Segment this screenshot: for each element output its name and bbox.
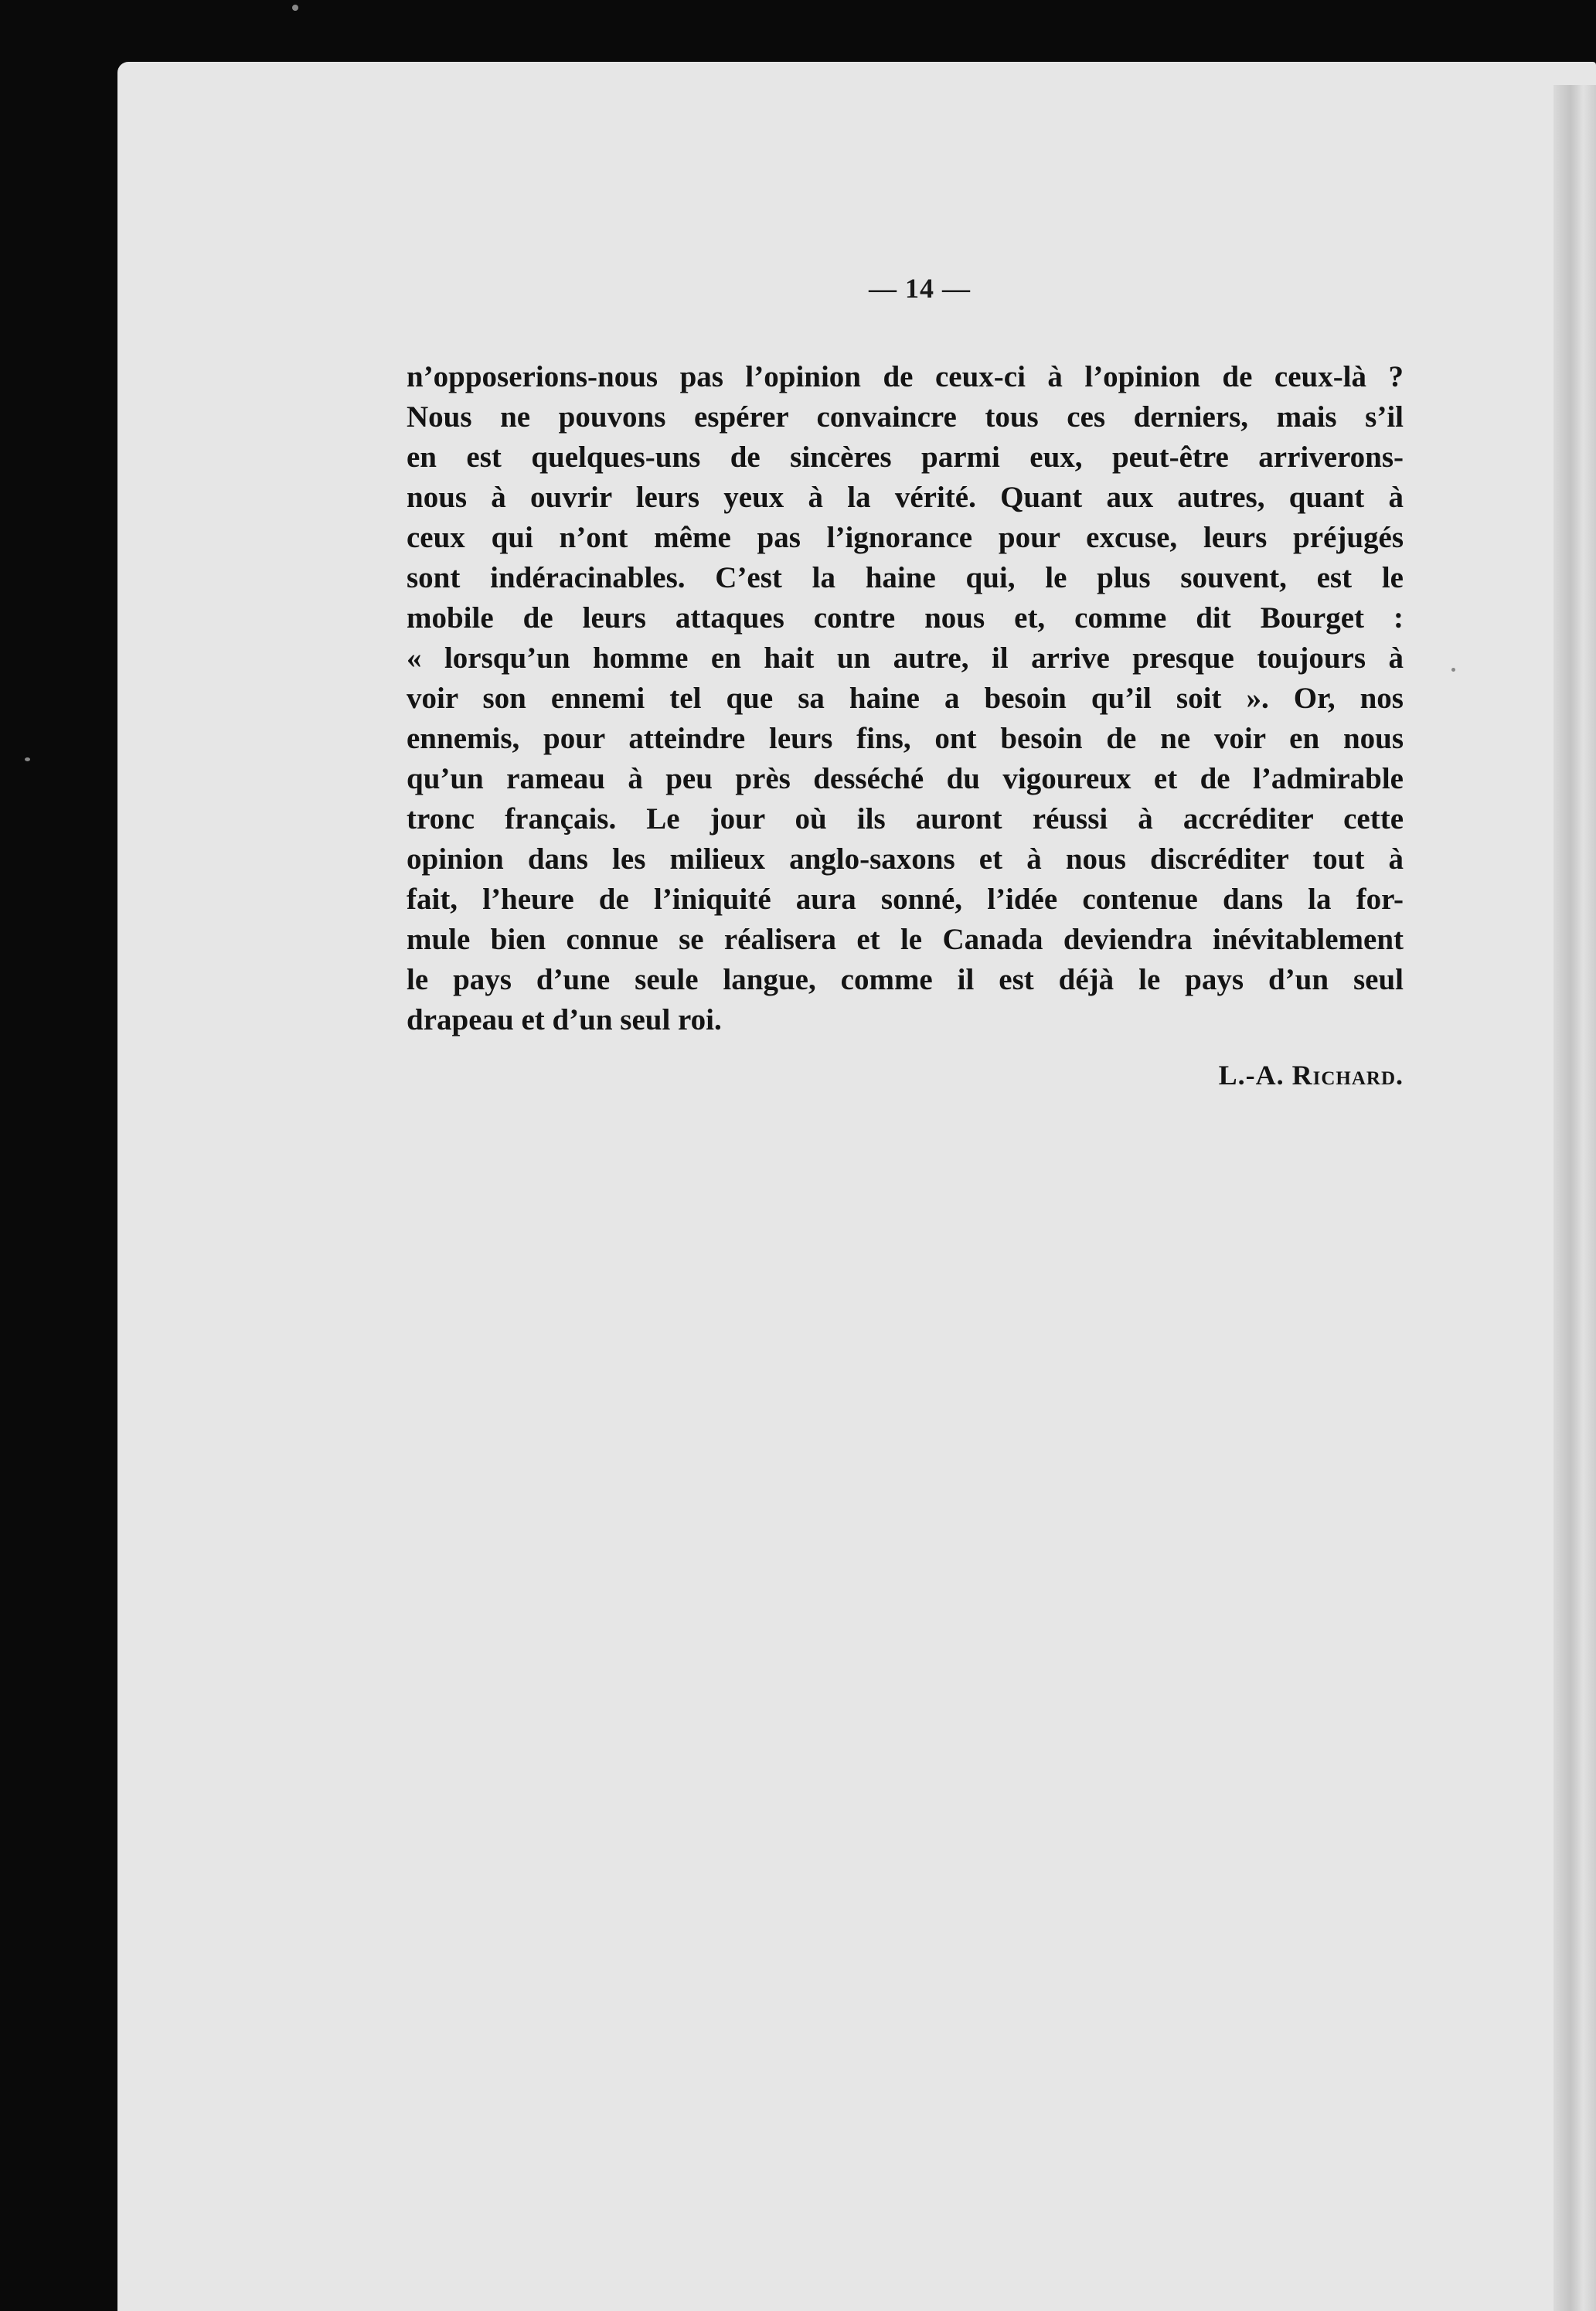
- page-number: — 14 —: [869, 273, 971, 304]
- text-line: ceux qui n’ont même pas l’ignorance pour excuse, leurs préjugés: [407, 521, 1404, 554]
- text-line: n’opposerions-nous pas l’opinion de ceux-ci à l’opinion de ceux-là ?: [407, 360, 1404, 393]
- text-line: « lorsqu’un homme en hait un autre, il arrive presque toujours à: [407, 642, 1404, 675]
- page-edge: [1553, 85, 1596, 2311]
- text-line: tronc français. Le jour où ils auront réussi à accréditer cette: [407, 802, 1404, 836]
- text-line: ennemis, pour atteindre leurs fins, ont besoin de ne voir en nous: [407, 722, 1404, 755]
- text-line: voir son ennemi tel que sa haine a besoin qu’il soit ». Or, nos: [407, 682, 1404, 715]
- text-line: nous à ouvrir leurs yeux à la vérité. Quant aux autres, quant à: [407, 481, 1404, 514]
- scan-speck: [292, 5, 298, 11]
- text-line: mobile de leurs attaques contre nous et, comme dit Bourget :: [407, 601, 1404, 635]
- text-line: Nous ne pouvons espérer convaincre tous ces derniers, mais s’il: [407, 400, 1404, 434]
- text-line: drapeau et d’un seul roi.: [407, 1003, 722, 1036]
- text-line: sont indéracinables. C’est la haine qui, le plus souvent, est le: [407, 561, 1404, 594]
- author-signature: L.-A. Richard.: [1218, 1060, 1404, 1091]
- text-line: fait, l’heure de l’iniquité aura sonné, l’idée contenue dans la for-: [407, 883, 1404, 916]
- text-line: mule bien connue se réalisera et le Canada deviendra inévitablement: [407, 923, 1404, 956]
- body-text: [407, 357, 1404, 1040]
- text-line: le pays d’une seule langue, comme il est déjà le pays d’un seul: [407, 963, 1404, 996]
- text-line: qu’un rameau à peu près desséché du vigoureux et de l’admirable: [407, 762, 1404, 795]
- text-line: opinion dans les milieux anglo-saxons et à nous discréditer tout à: [407, 842, 1404, 876]
- scan-speck: [1451, 668, 1455, 672]
- text-line: en est quelques-uns de sincères parmi eux, peut-être arriverons-: [407, 441, 1404, 474]
- scan-speck: [25, 757, 30, 761]
